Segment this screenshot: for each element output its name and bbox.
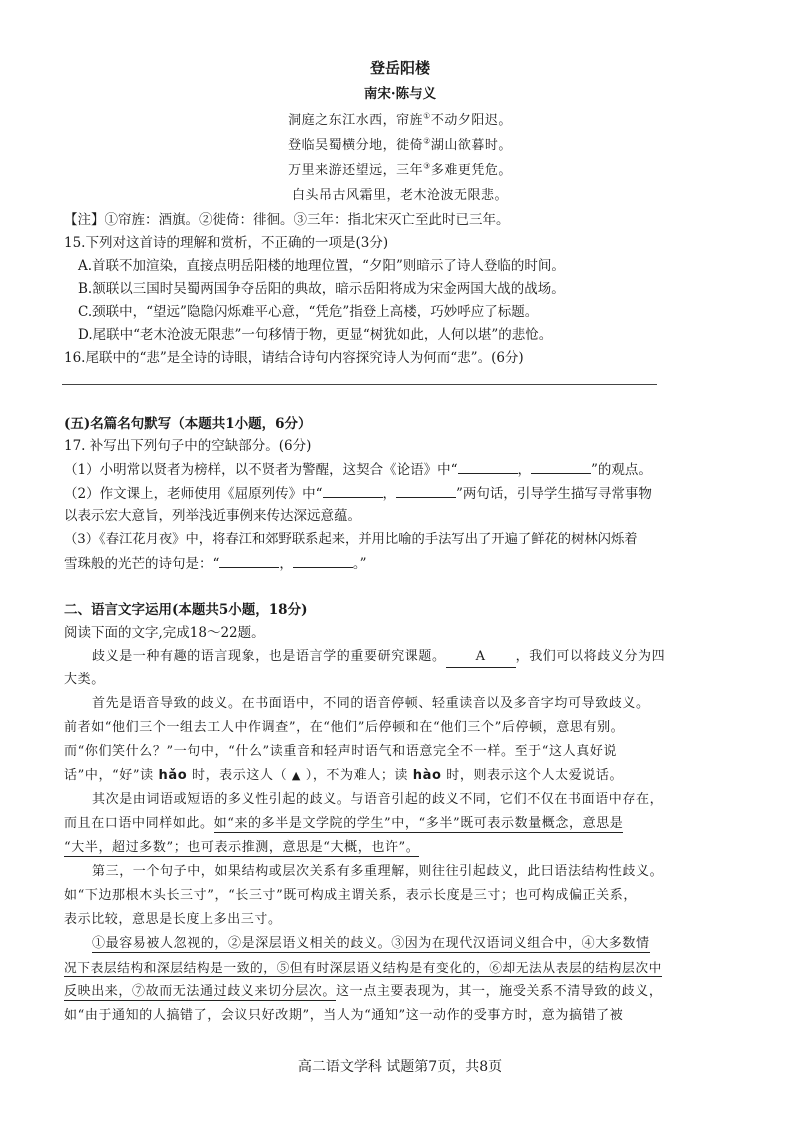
underlined-sentence: 反映出来，⑦故而无法通过歧义来切分层次。 [64,984,337,999]
poem-line-1: 洞庭之东江水西，帘旌①不动夕阳迟。 [288,111,512,128]
passage-p1: 歧义是一种有趣的语言现象，也是语言学的重要研究课题。 A ，我们可以将歧义分为四 [92,647,665,668]
passage-p2-line-2: 前者如“他们三个一组去工人中作调查”，在“他们”后停顿和在“他们三个”后停顿，意思有别。 [64,720,625,735]
question-15-option-d: D.尾联中“老木沧波无限悲”一句移情于物，更显“树犹如此，人何以堪”的悲怆。 [78,327,553,343]
poem-line-3: 万里来游还望远，三年③多难更凭危。 [288,161,512,178]
passage-p4-line-2: 如“下边那根木头长三寸”，“长三寸”既可构成主谓关系，表示长度是三寸；也可构成偏正关系， [64,888,637,903]
poem-note: 【注】①帘旌：酒旗。②徙倚：徘徊。③三年：指北宋灭亡至此时已三年。 [64,212,510,228]
blank-a[interactable]: A [446,647,516,668]
question-15-option-b: B.颔联以三国时吴蜀两国争夺岳阳的典故，暗示岳阳将成为宋金两国大战的战场。 [78,281,565,297]
passage-p5-line-4: 如“由于通知的人搞错了，会议只好改期”，当人为“通知”这一动作的受事方时，意为搞错了被 [64,1008,624,1023]
passage-p3: 其次是由词语或短语的多义性引起的歧义。与语音引起的歧义不同，它们不仅在书面语中存在， [92,792,664,807]
section-5-heading: (五)名篇名句默写（本题共1小题，6分） [64,416,312,432]
poem-author: 南宋·陈与义 [363,86,437,102]
question-15-option-c: C.颈联中，“望远”隐隐闪烁难平心意，“凭危”指登上高楼，巧妙呼应了标题。 [78,304,539,320]
answer-line [62,384,657,385]
question-17-item-2-cont: 以表示宏大意旨，列举浅近事例来传达深远意蕴。 [64,508,361,524]
question-16: 16.尾联中的“悲”是全诗的诗眼，请结合诗句内容探究诗人为何而“悲”。(6分) [64,350,524,366]
poem-line-2: 登临吴蜀横分地，徙倚②湖山欲暮时。 [288,136,512,153]
underlined-sentence: 如“来的多半是文学院的学生”中，“多半”既可表示数量概念，意思是 [213,816,624,831]
passage-p3-line-3 [64,838,419,858]
passage-p5 [92,934,650,954]
question-17-item-2: （2）作文课上，老师使用《屈原列传》中“ ， ”两句话，引导学生描写寻常事物 [64,483,652,504]
passage-p2: 首先是语音导致的歧义。在书面语中，不同的语音停顿、轻重读音以及多音字均可导致歧义。 [92,696,650,711]
blank[interactable] [219,553,279,568]
passage-p1-cont: 大类。 [64,672,105,687]
blank[interactable] [293,553,353,568]
blank[interactable] [458,459,518,474]
passage-p2-line-3: 而“你们笑什么？”一句中，“什么”读重音和轻声时语气和语意完全不一样。至于“这人真好说 [64,744,618,759]
section-2-intro: 阅读下面的文字,完成18～22题。 [64,625,265,641]
poem-title: 登岳阳楼 [369,59,430,77]
passage-p4: 第三，一个句子中，如果结构或层次关系有多重理解，则往往引起歧义，此曰语法结构性歧义。 [92,864,664,879]
poem-line-4: 白头吊古风霜里，老木沧波无限悲。 [291,188,508,203]
blank[interactable] [323,483,383,498]
page-footer: 高二语文学科 试题第7页，共8页 [297,1059,503,1075]
question-17-stem: 17. 补写出下列句子中的空缺部分。(6分) [64,438,312,454]
underlined-sentence: “大半，超过多数”；也可表示推测，意思是“大概，也许”。 [64,840,420,855]
blank[interactable] [396,483,456,498]
question-17-item-3: （3）《春江花月夜》中，将春江和郊野联系起来，并用比喻的手法写出了开遍了鲜花的树林闪烁着 [64,532,638,547]
passage-p4-line-3: 表示比较，意思是长度上多出三寸。 [64,912,282,927]
question-15-stem: 15.下列对这首诗的理解和赏析，不正确的一项是(3分) [64,235,389,251]
underlined-sentence: ①最容易被人忽视的，②是深层语义相关的歧义。③因为在现代汉语词义组合中，④大多数情 [92,936,650,951]
blank[interactable] [531,459,591,474]
question-17-item-3-cont: 雪珠般的光芒的诗句是：“ ， 。” [64,553,367,574]
section-2-heading: 二、语言文字运用(本题共5小题，18分) [64,602,308,618]
passage-p3-line-2: 而且在口语中同样如此。如“来的多半是文学院的学生”中，“多半”既可表示数量概念，意思是 [64,816,624,831]
question-15-option-a: A.首联不加渲染，直接点明岳阳楼的地理位置，“夕阳”则暗示了诗人登临的时间。 [78,258,565,274]
passage-p5-line-3: 反映出来，⑦故而无法通过歧义来切分层次。这一点主要表现为，其一，施受关系不清导致的歧义， [64,984,663,999]
blank-triangle[interactable]: ▲ [291,769,301,782]
question-17-item-1: （1）小明常以贤者为榜样，以不贤者为警醒，这契合《论语》中“ ， ”的观点。 [64,459,652,480]
underlined-sentence: 况下表层结构和深层结构是一致的，⑤但有时深层语义结构是有变化的，⑥却无法从表层的结构层次中 [64,960,662,975]
passage-p5-line-2 [64,958,662,978]
passage-p2-line-4: 话”中，“好”读 hǎo 时，表示这人（ ▲ ），不为难人；读 hào 时，则表示这个人太爱说话。 [64,768,624,783]
